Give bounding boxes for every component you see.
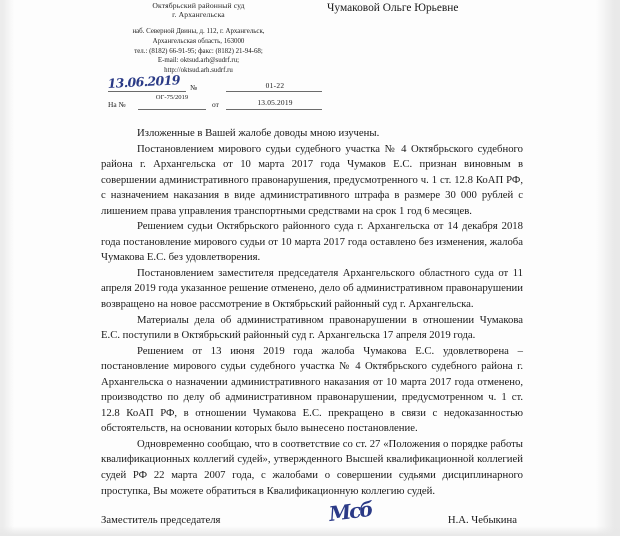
incoming-date: 13.05.2019 [257,98,293,107]
letterhead-organization-line-1: Октябрьский районный суд [152,1,245,10]
scan-edge-right [596,0,620,536]
incoming-number: ОГ-75/2019 [155,94,189,101]
reference-block [107,72,323,113]
outgoing-number-rule [226,91,322,92]
body-paragraph-2: Постановлением мирового судьи судебного участка № 4 Октябрьского судебного района г. Архангельска от 10 марта 2017 года Чумаков Е.С. признан виновным в совершении административного правонарушения, предусмотренного ч. 1 ст. 12.8 КоАП РФ, с назначением наказания в виде административного штрафа в размере 30 000 рублей с лишением права управления транспортными средствами на срок 1 год 6 месяцев. [101,142,523,217]
handwritten-signature: Мсб [327,496,373,526]
addressee: Чумаковой Ольге Юрьевне [327,2,459,14]
letterhead-phone-line: тел.: (8182) 66-91-95; факс: (8182) 21-94-68; [134,47,263,55]
scan-edge-left [0,0,14,536]
body-paragraph-4: Постановлением заместителя председателя Архангельского областного суда от 11 апреля 2019 года указанное решение отменено, дело об административном правонарушении возвращено на новое рассмотрение в Октябрьский районный суд г. Архангельска. [101,266,523,311]
body-paragraph-5: Материалы дела об административном правонарушении в отношении Чумакова Е.С. поступили в Октябрьский районный суд г. Архангельска 17 апреля 2019 года. [101,313,523,342]
handwritten-date-stamp: 13.06.2019 [107,72,181,91]
reference-date-rule [108,91,186,92]
signature-block [101,496,523,534]
body-paragraph-1: Изложенные в Вашей жалобе доводы мною изучены. [137,127,380,139]
document-body [101,126,523,499]
letterhead-organization-line-2: г. Архангельска [172,9,225,19]
signatory-name: Н.А. Чебыкина [447,514,517,526]
outgoing-number: 01-22 [265,81,285,90]
letterhead-organization [96,2,301,20]
letterhead-address-line-2: Архангельская область, 163000 [152,37,245,45]
body-paragraph-7: Одновременно сообщаю, что в соответствие со ст. 27 «Положения о порядке работы квалификационных коллегий судей», утвержденного Высшей квалификационной коллегией судей РФ 22 марта 2007 года, с жалобами о совершении судьями дисциплинарного проступка, Вы можете обратиться в Квалификационную коллегию судей. [101,437,523,497]
letterhead [96,2,301,76]
number-symbol: № [190,83,198,92]
incoming-date-rule [226,109,322,110]
from-label: от [212,100,219,109]
incoming-label: На № [108,100,126,109]
reference-outgoing-row [107,72,323,95]
body-paragraph-6: Решением от 13 июня 2019 года жалоба Чумакова Е.С. удовлетворена – постановление мирового судьи судебного участка № 4 Октябрьского судебного района г. Архангельска о назначении административного наказания от 10 марта 2017 года отменено, производство по делу об административном правонарушении, предусмотренном ч. 1 ст. 12.8 КоАП РФ, в отношении Чумакова Е.С. прекращено в связи с недоказанностью обстоятельств, на основании которых было вынесено постановление. [101,344,523,435]
incoming-number-rule [138,109,206,110]
signatory-title: Заместитель председателя [101,514,221,526]
letterhead-website-line: http://oktsud.arh.sudrf.ru [164,67,233,75]
body-paragraph-3: Решением судьи Октябрьского районного суда г. Архангельска от 14 декабря 2018 года постановление мирового судьи от 10 марта 2017 года оставлено без изменения, жалоба Чумакова Е.С. без удовлетворения. [101,220,523,264]
letterhead-email-line: E-mail: oktsud.arh@sudrf.ru; [157,57,240,65]
letterhead-address-line-1: наб. Северной Двины, д. 112, г. Архангельск, [132,27,265,35]
reference-incoming-row [108,95,323,113]
document-header [0,0,620,77]
letterhead-contacts [96,27,301,76]
